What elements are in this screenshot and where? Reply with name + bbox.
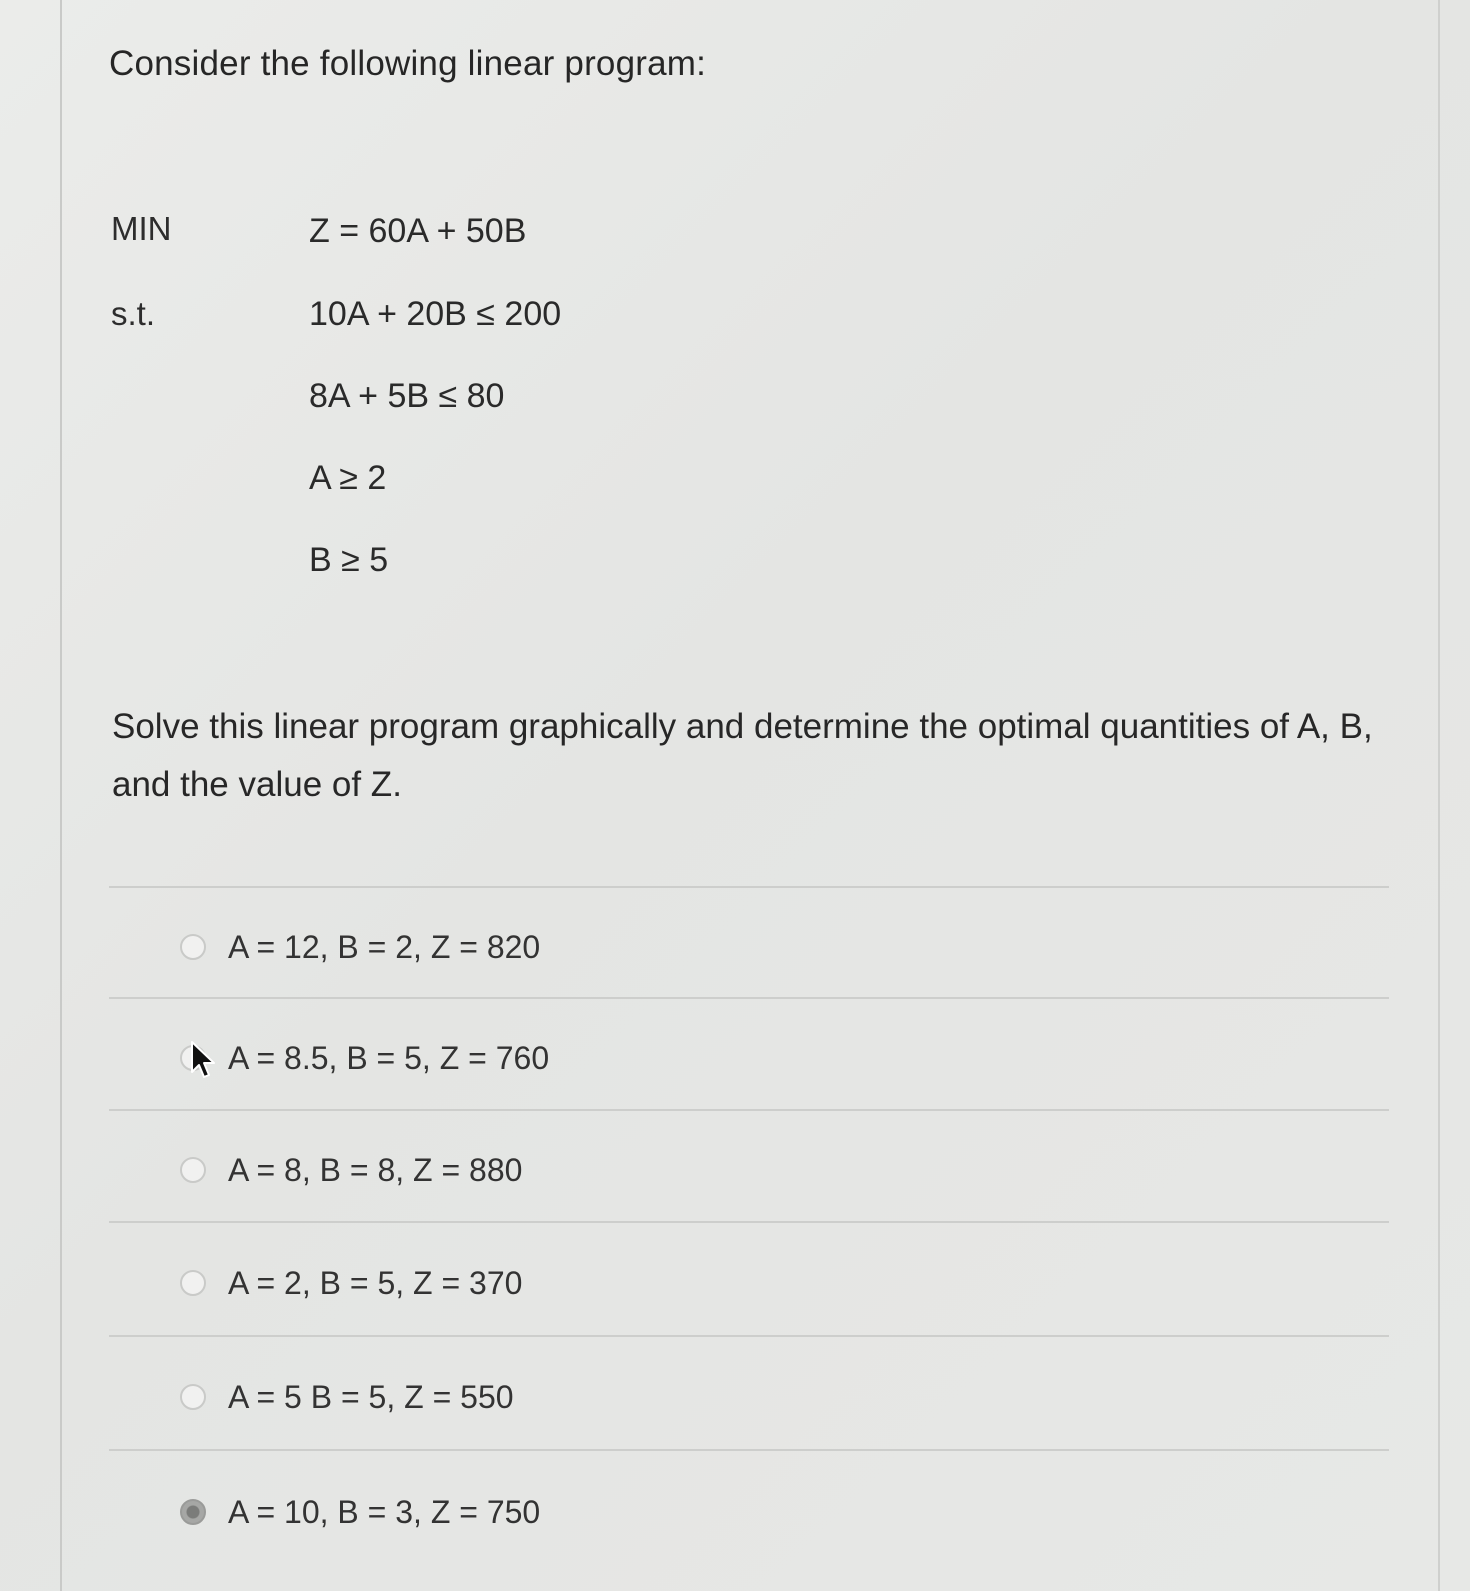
answer-option-6[interactable] xyxy=(180,1490,540,1534)
objective-expression: Z = 60A + 50B xyxy=(309,212,527,250)
divider xyxy=(109,1109,1389,1111)
answer-option-label: A = 2, B = 5, Z = 370 xyxy=(228,1264,523,1301)
answer-option-label: A = 10, B = 3, Z = 750 xyxy=(228,1493,541,1530)
answer-option-label: A = 5 B = 5, Z = 550 xyxy=(228,1378,514,1415)
divider xyxy=(109,1335,1389,1337)
radio-button-icon[interactable] xyxy=(180,1157,206,1183)
answer-option-label: A = 12, B = 2, Z = 820 xyxy=(228,928,541,965)
answer-option-2[interactable] xyxy=(180,1036,549,1080)
divider xyxy=(109,1221,1389,1223)
constraint-1: 10A + 20B ≤ 200 xyxy=(309,295,562,333)
radio-button-selected-icon[interactable] xyxy=(180,1499,206,1525)
radio-button-icon[interactable] xyxy=(180,1270,206,1296)
answer-option-3[interactable] xyxy=(180,1148,522,1192)
left-frame-border xyxy=(60,0,62,1591)
right-frame-border xyxy=(1438,0,1440,1591)
divider xyxy=(109,1449,1389,1451)
answer-option-1[interactable] xyxy=(180,925,540,969)
radio-button-icon[interactable] xyxy=(180,934,206,960)
constraint-3: A ≥ 2 xyxy=(309,459,387,497)
divider xyxy=(109,886,1389,888)
question-prompt: Solve this linear program graphically and determine the optimal quantities of A, B, and the value of Z. xyxy=(112,707,1373,804)
constraint-4: B ≥ 5 xyxy=(309,541,389,579)
mouse-pointer-icon xyxy=(186,1040,216,1080)
objective-label: MIN xyxy=(111,210,172,247)
radio-button-icon[interactable] xyxy=(180,1384,206,1410)
constraints-label: s.t. xyxy=(111,295,156,332)
constraint-2: 8A + 5B ≤ 80 xyxy=(309,377,505,415)
answer-option-label: A = 8.5, B = 5, Z = 760 xyxy=(228,1039,550,1076)
answer-option-5[interactable] xyxy=(180,1375,514,1419)
answer-option-4[interactable] xyxy=(180,1261,522,1305)
question-title: Consider the following linear program: xyxy=(109,44,707,83)
divider xyxy=(109,997,1389,999)
answer-option-label: A = 8, B = 8, Z = 880 xyxy=(228,1151,523,1188)
